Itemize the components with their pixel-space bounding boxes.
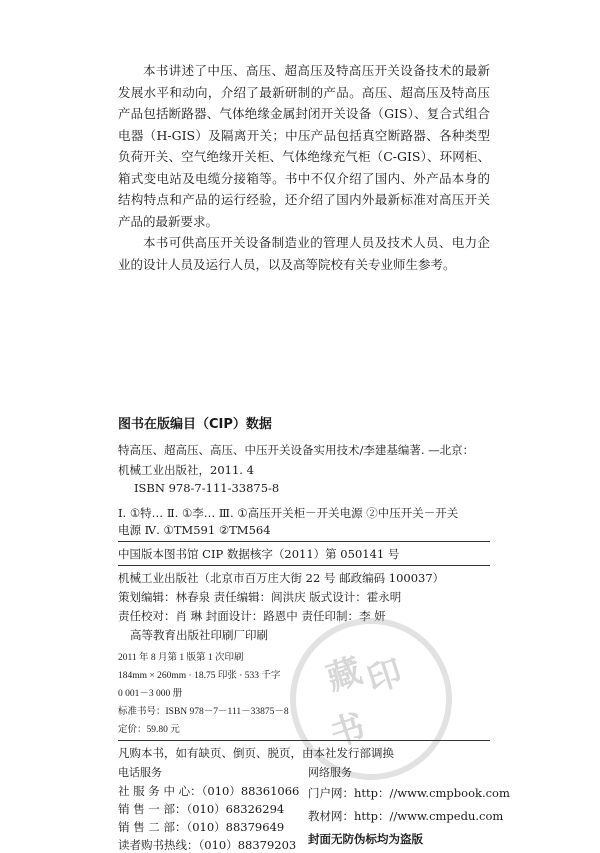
abstract-paragraph-1: 本书讲述了中压、高压、超高压及特高压开关设备技术的最新发展水平和动向，介绍了最新研制的产品。高压、超高压及特高压产品包括断路器、气体绝缘金属封闭开关设备（GIS）、复合式组合电器（H-GIS）及隔离开关；中压产品包括真空断路器、各种类型负荷开关、空气绝缘开关柜、气体绝缘充气柜（C-GIS）、环网柜、箱式变电站及电缆分接箱等。书中不仅介绍了国内、外产品本身的结构特点和产品的运行经验，还介绍了国内外最新标准对高压开关产品的最新要求。 xyxy=(118,63,490,229)
divider-top xyxy=(118,541,490,542)
phone-row xyxy=(118,837,296,853)
divider-middle xyxy=(118,565,490,566)
editors-line-1: 策划编辑：林春泉 责任编辑：闾洪庆 版式设计：霍永明 xyxy=(118,590,402,604)
phone-row xyxy=(118,801,284,817)
phone-label: 读者购书热线： xyxy=(118,838,199,852)
editors-line-2: 责任校对：肖 琳 封面设计：路恩中 责任印制：李 妍 xyxy=(118,609,386,623)
cip-subject-line-1: Ⅰ. ①特… Ⅱ. ①李… Ⅲ. ①高压开关柜－开关电源 ②中压开关－开关 xyxy=(118,506,459,520)
phone-number: （010）88379203 xyxy=(198,838,297,852)
phone-number: （010）68326294 xyxy=(186,802,285,816)
standard-number-line: 标准书号：ISBN 978－7－111－33875－8 xyxy=(118,707,289,717)
print-run-line: 0 001－3 000 册 xyxy=(118,689,183,699)
abstract-paragraph-2: 本书可供高压开关设备制造业的管理人员及技术人员、电力企业的设计人员及运行人员，以及高等院校有关专业师生参考。 xyxy=(118,235,490,272)
anti-piracy-note: 封面无防伪标均为盗版 xyxy=(308,832,423,846)
phone-service-header: 电话服务 xyxy=(118,766,162,779)
phone-label: 销 售 二 部： xyxy=(118,820,187,834)
exchange-notice: 凡购本书，如有缺页、倒页、脱页，由本社发行部调换 xyxy=(118,746,394,760)
cip-verification: 中国版本图书馆 CIP 数据核字（2011）第 050141 号 xyxy=(118,547,400,561)
format-line: 184mm × 260mm · 18.75 印张 · 533 千字 xyxy=(118,671,281,681)
divider-bottom xyxy=(118,740,490,741)
edu-url: 教材网：http：//www.cmpedu.com xyxy=(308,809,504,823)
phone-row xyxy=(118,819,284,835)
cip-isbn: ISBN 978-7-111-33875-8 xyxy=(134,481,280,495)
portal-url: 门户网：http：//www.cmpbook.com xyxy=(308,786,510,800)
publisher-line: 机械工业出版社（北京市百万庄大街 22 号 邮政编码 100037） xyxy=(118,571,445,585)
cip-record-line-1: 特高压、超高压、高压、中压开关设备实用技术/李建基编著. —北京： xyxy=(118,443,475,457)
price-line: 定价：59.80 元 xyxy=(118,725,180,735)
cip-record-line-2: 机械工业出版社，2011. 4 xyxy=(118,463,254,477)
phone-number: （010）88379649 xyxy=(186,820,285,834)
phone-label: 社 服 务 中 心： xyxy=(118,784,202,798)
phone-row xyxy=(118,783,299,799)
cip-title: 图书在版编目（CIP）数据 xyxy=(118,417,272,432)
phone-number: （010）88361066 xyxy=(201,784,300,798)
printer-line: 高等教育出版社印刷厂印刷 xyxy=(130,628,268,642)
net-service-header: 网络服务 xyxy=(308,766,352,779)
library-stamp-watermark: 藏 印 书 xyxy=(269,597,473,801)
edition-line: 2011 年 8 月第 1 版第 1 次印刷 xyxy=(118,653,244,663)
abstract-block xyxy=(118,60,490,275)
phone-label: 销 售 一 部： xyxy=(118,802,187,816)
cip-subject-line-2: 电源 Ⅳ. ①TM591 ②TM564 xyxy=(118,523,271,537)
